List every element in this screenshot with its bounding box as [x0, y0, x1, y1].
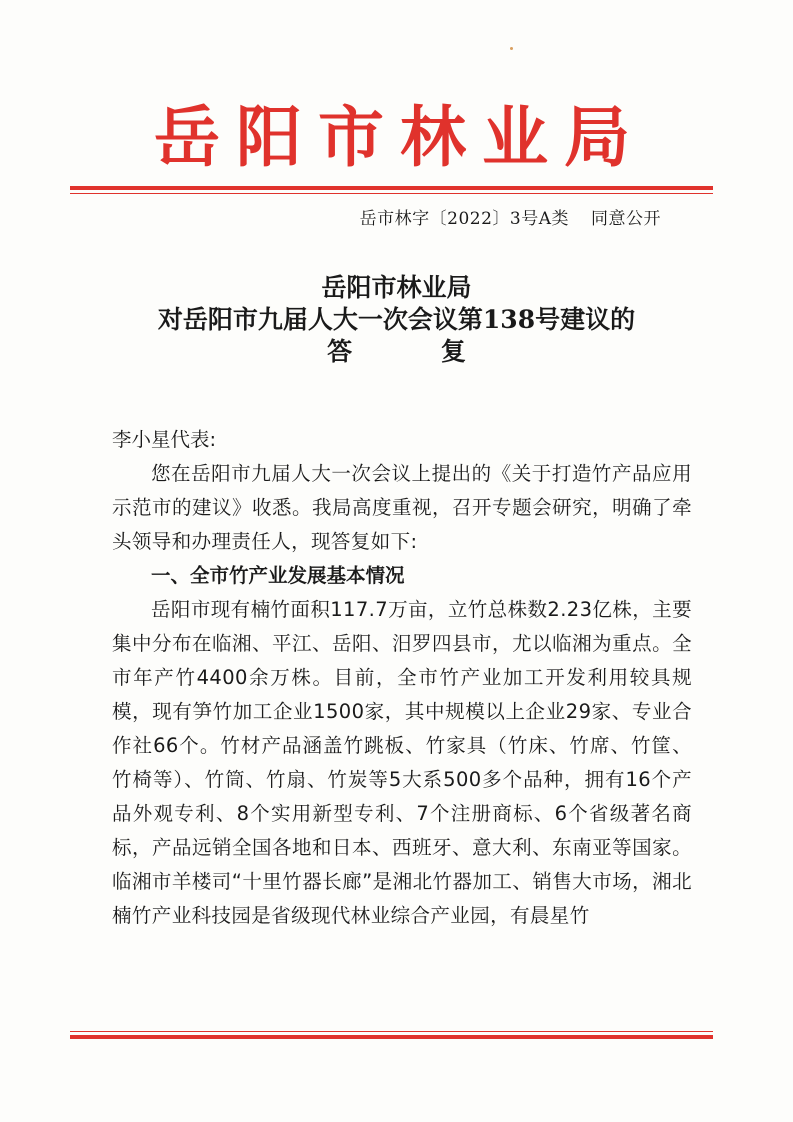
document-title: [80, 272, 713, 368]
salutation: 李小星代表:: [112, 428, 217, 451]
masthead-rule-thick: [70, 186, 713, 190]
scan-speck: [510, 47, 513, 50]
title-line-2: 对岳阳市九届人大一次会议第138号建议的: [157, 305, 636, 334]
document-body: [112, 423, 692, 933]
title-line-3: 答 复: [327, 337, 506, 366]
title-line-1: 岳阳市林业局: [321, 273, 472, 302]
disclosure-status: 同意公开: [591, 209, 661, 229]
section-1-heading: 一、全市竹产业发展基本情况: [151, 564, 405, 587]
footer-rule-thin: [70, 1031, 713, 1032]
footer-rule-thick: [70, 1035, 713, 1039]
masthead-org-name: 岳阳市林业局: [154, 98, 646, 176]
intro-paragraph: 您在岳阳市九届人大一次会议上提出的《关于打造竹产品应用示范市的建议》收悉。我局高度重视，召开专题会研究，明确了牵头领导和办理责任人，现答复如下:: [112, 462, 692, 553]
section-1-paragraph: 岳阳市现有楠竹面积117.7万亩，立竹总株数2.23亿株，主要集中分布在临湘、平江、岳阳、汨罗四县市，尤以临湘为重点。全市年产竹4400余万株。目前，全市竹产业加工开发利用较具规模，现有笋竹加工企业1500家，其中规模以上企业29家、专业合作社66个。竹材产品涵盖竹跳板、竹家具（竹床、竹席、竹筐、竹椅等）、竹筒、竹扇、竹炭等5大系500多个品种，拥有16个产品外观专利、8个实用新型专利、7个注册商标、6个省级著名商标，产品远销全国各地和日本、西班牙、意大利、东南亚等国家。临湘市羊楼司“十里竹器长廊”是湘北竹器加工、销售大市场，湘北楠竹产业科技园是省级现代林业综合产业园，有晨星竹: [112, 598, 692, 927]
masthead-rule-thin: [70, 193, 713, 194]
document-number-line: [360, 207, 661, 231]
document-code: 岳市林字〔2022〕3号A类: [359, 209, 569, 229]
